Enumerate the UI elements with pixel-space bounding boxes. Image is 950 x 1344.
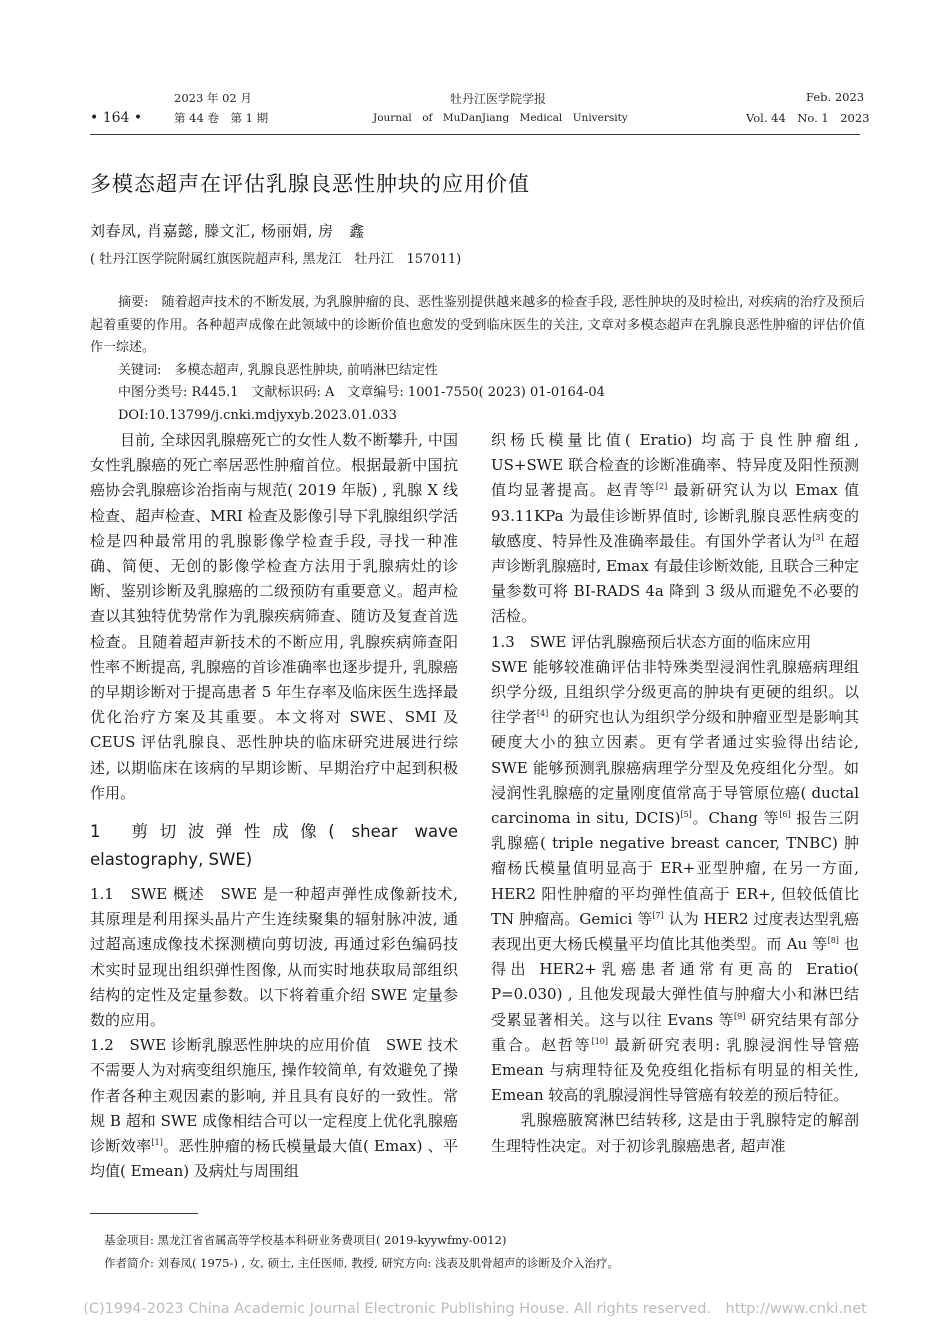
abstract: 摘要: 随着超声技术的不断发展, 为乳腺肿瘤的良、恶性鉴别提供越来越多的检查手段, 恶性肿块的及时检出, 对疾病的治疗及预后起着重要的作用。各种超声成像在此领域中的诊断价值也愈发的受到临床医生的关注, 文章对多模态超声在乳腺良恶性肿瘤的评估价值作一综述。 xyxy=(90,295,865,355)
author-list: 刘春凤, 肖嘉懿, 滕文汇, 杨丽娟, 房 鑫 xyxy=(90,222,365,240)
header-rule xyxy=(90,134,860,135)
paragraph-text: 的研究也认为组织学分级和肿瘤亚型是影响其硬度大小的独立因素。更有学者通过实验得出结论, SWE 能够预测乳腺癌病理学分型及免疫组化分型。如浸润性乳腺癌的定量刚度值常高于导管原位癌( ductal carcinoma in situ, DCIS) xyxy=(491,708,859,828)
paragraph-text: SWE 能够较准确评估非特殊类型浸润性乳腺癌病理组织学分级, 且组织学分级更高的肿块有更硬的组织。以往学者 xyxy=(491,657,859,727)
paragraph-text: 在超声诊断乳腺癌时, Emax 有最佳诊断效能, 且联合三种定量参数可将 BI-RADS 4a 降到 3 级从而避免不必要的活检。 xyxy=(491,531,859,626)
citation: [6] xyxy=(779,810,791,820)
footnote-rule xyxy=(90,1213,198,1214)
citation: [2] xyxy=(655,482,668,492)
paragraph-text: 报告三阴乳腺癌( triple negative breast cancer, TNBC) 肿瘤杨氏模量值明显高于 ER+亚型肿瘤, 在另一方面, HER2 阳性肿瘤的平均弹性值高于 ER+, 但较低值比 TN 肿瘤高。Gemici 等 xyxy=(491,809,859,928)
right-column xyxy=(491,428,859,1159)
citation: [8] xyxy=(827,936,839,946)
citation: [1] xyxy=(151,1138,163,1148)
section-1-heading xyxy=(90,818,458,874)
section-1-1-text: SWE 是一种超声弹性成像新技术, 其原理是利用探头晶片产生连续聚集的辐射脉冲波, 通过超高速成像技术探测横向剪切波, 再通过彩色编码技术实时显现出组织弹性图像, 从而实时地获取局部组织结构的定性及定量参数。以下将着重介绍 SWE 定量参数的应用。 xyxy=(90,885,458,1030)
header-volume-en: Vol. 44 No. 1 2023 xyxy=(746,111,870,125)
classification: 中图分类号: R445.1 文献标识码: A 文章编号: 1001-7550( 2023) 01-0164-04 xyxy=(118,385,605,400)
funding-footnote: 基金项目: 黑龙江省省属高等学校基本科研业务费项目( 2019-kyywfmy-0012) xyxy=(104,1233,507,1247)
citation: [3] xyxy=(812,532,824,542)
paragraph-text: 最新研究认为以 Emax 值 93.11KPa 为最佳诊断界值时, 诊断乳腺良恶性病变的敏感度、特异性及准确率最佳。有国外学者认为 xyxy=(491,481,859,550)
section-1-1 xyxy=(90,882,458,1033)
section-1-2-heading: 1.2 SWE 诊断乳腺恶性肿块的应用价值 xyxy=(90,1036,371,1055)
section-1-2 xyxy=(90,1033,458,1184)
section-1-title: 剪切波弹性成像( shear wave elastography, SWE) xyxy=(90,822,458,870)
section-1-number: 1 xyxy=(90,822,101,842)
paragraph-text: 。Chang 等 xyxy=(691,809,780,828)
citation: [4] xyxy=(536,709,549,719)
continued-paragraph xyxy=(491,428,859,630)
article-title: 多模态超声在评估乳腺良恶性肿块的应用价值 xyxy=(90,172,530,196)
affiliation: ( 牡丹江医学院附属红旗医院超声科, 黑龙江 牡丹江 157011) xyxy=(90,252,462,267)
doi: DOI:10.13799/j.cnki.mdjyxyb.2023.01.033 xyxy=(118,408,397,423)
paragraph-text: 最新研究表明: 乳腺浸润性导管癌 Emean 与病理特征及免疫组化指标有明显的相关性, Emean 较高的乳腺浸润性导管癌有较差的预后特征。 xyxy=(491,1035,859,1105)
section-1-2-text-cont: 。恶性肿瘤的杨氏模量最大值( Emax) 、平均值( Emean) 及病灶与周围组 xyxy=(90,1137,458,1181)
intro-paragraph: 目前, 全球因乳腺癌死亡的女性人数不断攀升, 中国女性乳腺癌的死亡率居恶性肿瘤首位。根据最新中国抗癌协会乳腺癌诊治指南与规范( 2019 年版) , 乳腺 X 线检查、超声检查、MRI 检查及影像引导下乳腺组织学活检是四种最常用的乳腺影像学检查手段, 寻找一种准确、简便、无创的影像学检查方法用于乳腺病灶的诊断、鉴别诊断及乳腺癌的二级预防有重要意义。超声检查以其独特优势常作为乳腺疾病筛查、随访及复查首选检查。且随着超声新技术的不断应用, 乳腺疾病筛查阳性率不断提高, 乳腺癌的首诊准确率也逐步提升, 乳腺癌的早期诊断对于提高患者 5 年生存率及临床医生选择最优化治疗方案及其重要。本文将对 SWE、SMI 及 CEUS 评估乳腺良、恶性肿块的临床研究进展进行综述, 以期临床在该病的早期诊断、早期治疗中起到积极作用。 xyxy=(90,431,458,802)
citation: [9] xyxy=(734,1011,746,1021)
header-journal-cn: 牡丹江医学院学报 xyxy=(450,92,547,106)
citation: [10] xyxy=(591,1036,608,1046)
paragraph-text: 织杨氏模量比值( Eratio) 均高于良性肿瘤组, US+SWE 联合检查的诊断准确率、特异度及阳性预测值均显著提高。赵青等 xyxy=(491,431,859,500)
header-date-cn: 2023 年 02 月 xyxy=(174,91,252,105)
paragraph-text: 也得出 HER2+乳癌患者通常有更高的 Eratio( P=0.030) , 且他发现最大弹性值与肿瘤大小和淋巴结受累显著相关。这与以往 Evans 等 xyxy=(491,935,859,1029)
section-1-2-text: SWE 技术不需要人为对病变组织施压, 操作较简单, 有效避免了操作者各种主观因素的影响, 并且具有良好的一致性。常规 B 超和 SWE 成像相结合可以一定程度上优化乳腺癌诊断效率 xyxy=(90,1036,458,1156)
header-journal-en: Journal of MuDanJiang Medical University xyxy=(373,112,628,124)
author-footnote: 作者简介: 刘春凤( 1975-) , 女, 硕士, 主任医师, 教授, 研究方向: 浅表及肌骨超声的诊断及介入治疗。 xyxy=(104,1256,620,1270)
header-date-en: Feb. 2023 xyxy=(806,90,865,104)
copyright-watermark: (C)1994-2023 China Academic Journal Electronic Publishing House. All rights reserved. http://www.cnki.net xyxy=(83,1301,867,1317)
page-number: • 164 • xyxy=(90,110,143,126)
keywords: 关键词: 多模态超声, 乳腺良恶性肿块, 前哨淋巴结定性 xyxy=(118,363,438,378)
left-column xyxy=(90,428,458,1184)
section-1-3-text xyxy=(491,655,859,1109)
header-volume-cn: 第 44 卷 第 1 期 xyxy=(174,111,269,125)
paragraph-text: 认为 HER2 过度表达型乳癌表现出更大杨氏模量平均值比其他类型。而 Au 等 xyxy=(491,909,859,954)
citation: [5] xyxy=(680,810,692,820)
section-1-3-heading: 1.3 SWE 评估乳腺癌预后状态方面的临床应用 xyxy=(491,632,812,651)
section-1-1-heading: 1.1 SWE 概述 xyxy=(90,885,205,904)
paragraph-text: 研究结果有部分重合。赵哲等 xyxy=(491,1010,859,1054)
lymph-node-paragraph: 乳腺癌腋窝淋巴结转移, 这是由于乳腺特定的解剖生理特性决定。对于初诊乳腺癌患者, 超声准 xyxy=(491,1111,859,1155)
citation: [7] xyxy=(652,910,664,920)
